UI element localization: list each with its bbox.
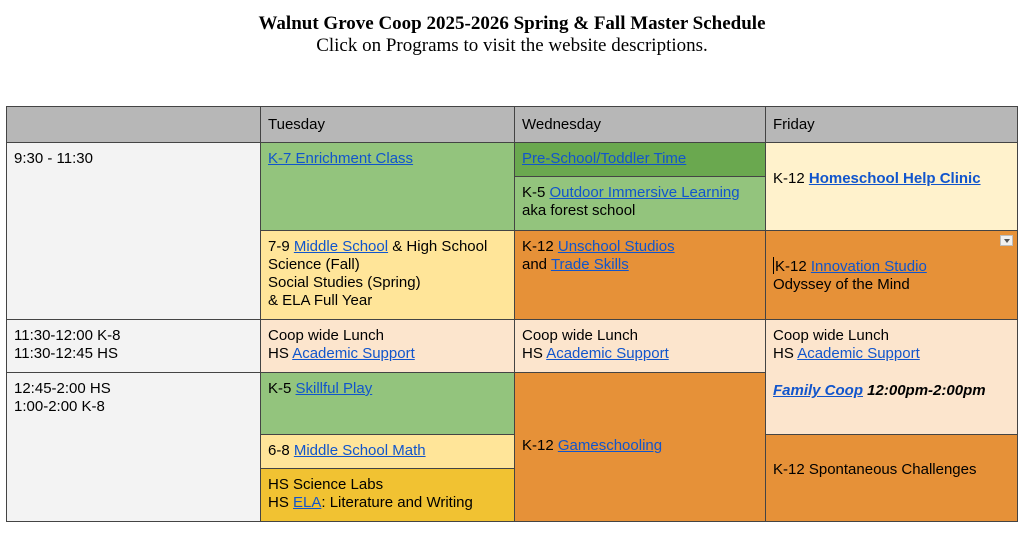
time-slot-afternoon-hs: 12:45-2:00 HS (14, 380, 111, 397)
lunch-hs-label: HS (522, 345, 547, 362)
wednesday-outdoor-cell (514, 176, 765, 230)
page-header (0, 13, 1024, 57)
time-slot-afternoon-k8: 1:00-2:00 K-8 (14, 398, 105, 415)
unschool-grade-label: K-12 (522, 238, 558, 255)
trade-skills-link[interactable]: Trade Skills (550, 256, 629, 273)
ms-high-school-label: & High School (388, 238, 488, 255)
grid-line (1017, 106, 1018, 522)
lunch-label: Coop wide Lunch (522, 327, 638, 344)
math-grade-label: 6-8 (268, 442, 294, 459)
time-slot-lunch-hs: 11:30-12:45 HS (14, 345, 118, 362)
outdoor-learning-link[interactable]: Outdoor Immersive Learning (549, 184, 740, 201)
grid-line (6, 319, 1018, 320)
grid-line (6, 106, 7, 522)
ela-hs-label: HS (268, 494, 294, 511)
family-coop-link[interactable]: Family Coop (773, 382, 864, 399)
forest-school-text: aka forest school (522, 202, 636, 219)
innovation-grade-label: K-12 (775, 258, 811, 275)
tuesday-math-cell (260, 434, 514, 468)
tuesday-enrichment-cell (260, 142, 514, 230)
wednesday-lunch-cell (514, 319, 765, 372)
wednesday-unschool-cell (514, 230, 765, 319)
grid-line (260, 106, 261, 522)
wednesday-preschool-cell (514, 142, 765, 176)
gameschooling-grade-label: K-12 (522, 437, 558, 454)
column-header-friday: Friday (765, 106, 1018, 142)
lunch-label: Coop wide Lunch (268, 327, 384, 344)
ela-description: : Literature and Writing (321, 494, 473, 511)
enrichment-class-link[interactable]: K-7 Enrichment Class (268, 150, 414, 167)
friday-help-clinic-cell (765, 142, 1018, 230)
time-slot-morning: 9:30 - 11:30 (6, 142, 260, 319)
preschool-toddler-link[interactable]: Pre-School/Toddler Time (522, 150, 687, 167)
friday-lunch-family-cell (765, 319, 1018, 434)
grid-line (6, 521, 1018, 522)
grid-line (260, 468, 514, 469)
homeschool-help-clinic-link[interactable]: Homeschool Help Clinic (808, 170, 981, 187)
lunch-hs-label: HS (773, 345, 798, 362)
unschool-studios-link[interactable]: Unschool Studios (557, 238, 675, 255)
time-slot-afternoon (6, 372, 260, 521)
family-coop-time: 12:00pm-2:00pm (863, 382, 986, 399)
text-cursor (773, 257, 774, 274)
spontaneous-challenges-text: K-12 Spontaneous Challenges (773, 461, 977, 478)
grid-line (260, 230, 1018, 231)
odyssey-text: Odyssey of the Mind (773, 276, 910, 293)
ms-grade-label: 7-9 (268, 238, 294, 255)
ela-link[interactable]: ELA (293, 494, 322, 511)
time-slot-lunch (6, 319, 260, 372)
science-labs-text: HS Science Labs (268, 476, 384, 493)
lunch-hs-label: HS (268, 345, 293, 362)
column-header-wednesday: Wednesday (514, 106, 765, 142)
time-slot-lunch-k8: 11:30-12:00 K-8 (14, 327, 121, 344)
header-corner-cell (6, 106, 260, 142)
help-clinic-grade-label: K-12 (773, 170, 809, 187)
friday-challenges-cell (765, 434, 1018, 521)
grid-line (514, 106, 515, 522)
outdoor-grade-label: K-5 (522, 184, 550, 201)
grid-line (6, 142, 1018, 143)
middle-school-link[interactable]: Middle School (293, 238, 389, 255)
academic-support-link[interactable]: Academic Support (292, 345, 415, 362)
skillful-grade-label: K-5 (268, 380, 296, 397)
trade-and-label: and (522, 256, 551, 273)
tuesday-science-labs-cell (260, 468, 514, 521)
grid-line (6, 372, 765, 373)
tuesday-skillful-play-cell (260, 372, 514, 434)
middle-school-math-link[interactable]: Middle School Math (293, 442, 426, 459)
grid-line (765, 434, 1018, 435)
dropdown-icon[interactable] (1000, 235, 1013, 246)
lunch-label: Coop wide Lunch (773, 327, 889, 344)
grid-line (765, 106, 766, 522)
column-header-tuesday: Tuesday (260, 106, 514, 142)
ms-ela-text: & ELA Full Year (268, 292, 373, 309)
ms-social-studies-text: Social Studies (Spring) (268, 274, 421, 291)
wednesday-gameschooling-cell (514, 372, 765, 521)
academic-support-link[interactable]: Academic Support (797, 345, 920, 362)
friday-innovation-cell (765, 230, 1018, 319)
tuesday-middle-school-cell (260, 230, 514, 319)
grid-line (514, 176, 765, 177)
grid-line (260, 434, 514, 435)
skillful-play-link[interactable]: Skillful Play (295, 380, 373, 397)
page-title: Walnut Grove Coop 2025-2026 Spring & Fall Master Schedule (258, 13, 766, 34)
gameschooling-link[interactable]: Gameschooling (557, 437, 663, 454)
page-subtitle: Click on Programs to visit the website descriptions. (316, 35, 708, 56)
ms-science-text: Science (Fall) (268, 256, 360, 273)
academic-support-link[interactable]: Academic Support (546, 345, 669, 362)
tuesday-lunch-cell (260, 319, 514, 372)
innovation-studio-link[interactable]: Innovation Studio (810, 258, 927, 275)
grid-line (6, 106, 1018, 107)
